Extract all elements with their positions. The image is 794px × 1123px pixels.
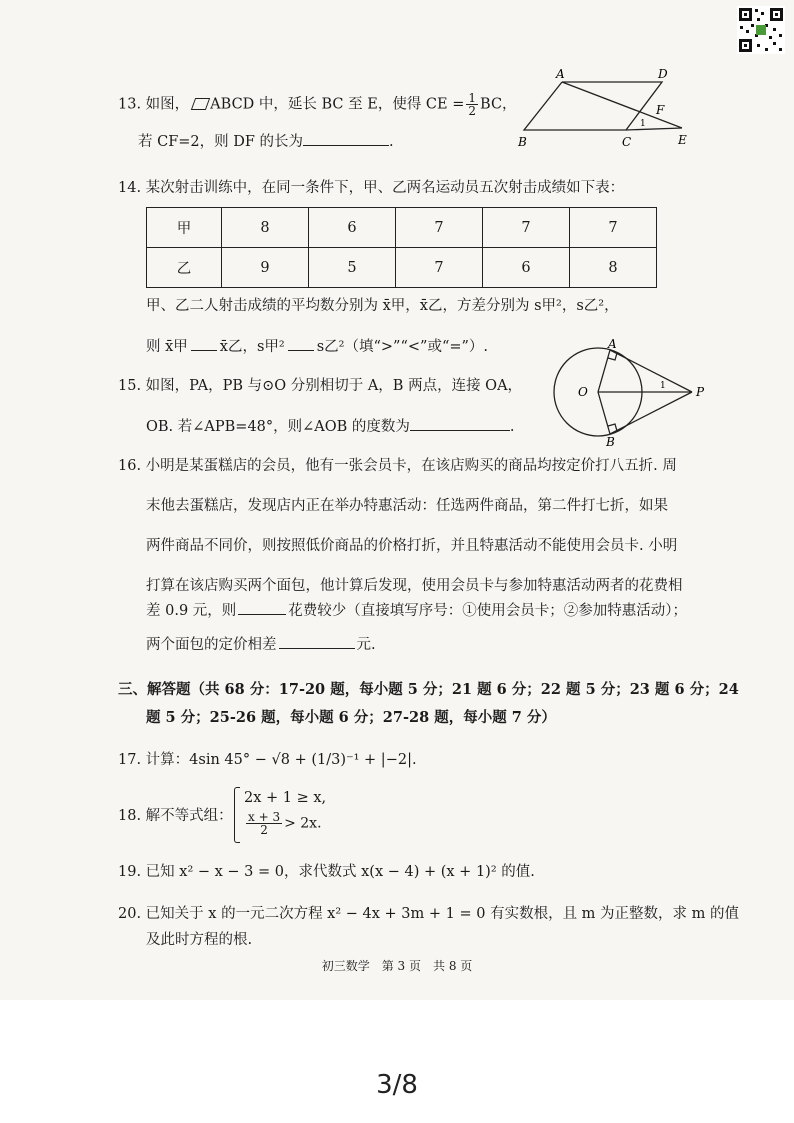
page-indicator: 3/8: [376, 1070, 418, 1100]
q16-blank-difference[interactable]: [279, 634, 355, 649]
q13-answer-blank[interactable]: [303, 131, 389, 146]
cell: 6: [309, 208, 396, 248]
q16-text-d: 元.: [356, 637, 376, 653]
q13-text-b: ABCD 中，延长 BC 至 E，使得 CE =: [210, 96, 465, 113]
q16-line4: 打算在该店购买两个面包，他计算后发现，使用会员卡与参加特惠活动两者的花费相: [146, 578, 683, 594]
q17-text: 17. 计算：4sin 45° − √8 + (1/3)⁻¹ + |−2|.: [118, 752, 417, 768]
label-o: O: [578, 385, 588, 399]
shooting-score-table: [146, 207, 657, 288]
section3-heading-line2: 题 5 分；25-26 题，每小题 6 分；27-28 题，每小题 7 分）: [146, 709, 556, 726]
cell: 8: [570, 248, 657, 288]
q18-label: 18. 解不等式组：: [118, 808, 233, 824]
q14-blank-mean[interactable]: [191, 336, 217, 351]
q15-text-end: .: [509, 419, 515, 435]
q16-line1: 16. 小明是某蛋糕店的会员，他有一张会员卡，在该店购买的商品均按定价打八五折. 周: [118, 458, 677, 474]
cell: 7: [570, 208, 657, 248]
q18-inequality-2: [244, 811, 322, 836]
q20-line1: 20. 已知关于 x 的一元二次方程 x² − 4x + 3m + 1 = 0 有实数根，且 m 为正整数，求 m 的值: [118, 906, 740, 922]
q13-frac-num: 1: [468, 91, 477, 105]
q14-blank-variance[interactable]: [288, 336, 314, 351]
q13-line2: [138, 131, 394, 152]
label-f: F: [656, 103, 665, 117]
q16-text-a: 差 0.9 元，则: [146, 603, 237, 619]
cell: 7: [396, 208, 483, 248]
label-p: P: [696, 385, 705, 399]
q15-text: OB. 若∠APB=48°，则∠AOB 的度数为: [146, 419, 410, 435]
cell: 7: [483, 208, 570, 248]
radius-ob: [598, 392, 610, 434]
label-b: B: [518, 135, 527, 149]
label-a: A: [556, 67, 565, 81]
q13-text-d: 若 CF=2，则 DF 的长为: [138, 134, 304, 150]
q16-blank-choice[interactable]: [238, 600, 286, 615]
q15-line1: 15. 如图，PA，PB 与⊙O 分别相切于 A，B 两点，连接 OA，: [118, 378, 523, 394]
angle-1-label: 1: [660, 381, 666, 391]
q13-frac-den: 2: [468, 104, 477, 118]
q14-line2: 甲、乙二人射击成绩的平均数分别为 x̄甲，x̄乙，方差分别为 s甲²，s乙²，: [146, 298, 619, 314]
q18-frac-den: 2: [260, 823, 268, 837]
tangent-pa: [610, 350, 692, 392]
segment-ce: [626, 128, 682, 130]
q16-text-c: 两个面包的定价相差: [146, 637, 277, 653]
q14-text-b: x̄乙，s甲²: [219, 339, 285, 355]
label-c: C: [622, 135, 632, 149]
q14-line3: [146, 336, 488, 357]
qr-code-icon: [737, 6, 785, 54]
q13-text-a: 13. 如图，: [118, 96, 190, 113]
q16-line5: [146, 600, 687, 621]
label-b: B: [606, 435, 615, 448]
label-a: A: [608, 337, 617, 351]
q16-text-b: 花费较少（直接填写序号：①使用会员卡；②参加特惠活动）；: [288, 603, 688, 619]
parallelogram-icon: [191, 98, 210, 110]
q13-text-end: .: [389, 134, 394, 150]
q14-text-c: s乙²（填“>”“<”或“=”）.: [316, 339, 489, 355]
q20-line2: 及此时方程的根.: [146, 932, 253, 948]
radius-oa: [598, 350, 610, 392]
page-footer: 初三数学 第 3 页 共 8 页: [321, 959, 473, 973]
cell: 8: [222, 208, 309, 248]
q15-line2: [146, 416, 515, 437]
q14-stem: 14. 某次射击训练中，在同一条件下，甲、乙两名运动员五次射击成绩如下表：: [118, 180, 625, 196]
q13-line1: [118, 92, 517, 117]
cell: 6: [483, 248, 570, 288]
q18-brace: [234, 787, 240, 843]
tangent-pb: [610, 392, 692, 434]
cell: 7: [396, 248, 483, 288]
q18-rhs: > 2x.: [284, 815, 322, 832]
section3-heading-line1: 三、解答题（共 68 分：17-20 题，每小题 5 分；21 题 6 分；22 题 5 分；23 题 6 分；24: [118, 681, 739, 698]
row-label-jia: 甲: [147, 208, 222, 248]
label-e: E: [678, 133, 687, 147]
label-d: D: [658, 67, 668, 81]
cell: 9: [222, 248, 309, 288]
q14-text-a: 则 x̄甲: [146, 339, 188, 355]
q16-line2: 末他去蛋糕店，发现店内正在举办特惠活动：任选两件商品，第二件打七折，如果: [146, 498, 668, 514]
q16-line6: [146, 634, 376, 655]
angle-1-label: 1: [640, 119, 646, 129]
q18-inequality-1: 2x + 1 ≥ x,: [244, 790, 327, 806]
q16-line3: 两件商品不同价，则按照低价商品的价格打折，并且特惠活动不能使用会员卡. 小明: [146, 538, 678, 554]
q13-fraction: [466, 92, 478, 117]
q13-text-c: BC，: [480, 96, 517, 113]
q13-figure: [510, 66, 705, 154]
cell: 5: [309, 248, 396, 288]
table-row: [147, 248, 657, 288]
q18-fraction: [246, 811, 282, 836]
q15-figure: [548, 336, 718, 448]
q18-frac-num: x + 3: [248, 810, 281, 824]
q15-answer-blank[interactable]: [410, 416, 510, 431]
q19-text: 19. 已知 x² − x − 3 = 0，求代数式 x(x − 4) + (x + 1)² 的值.: [118, 864, 535, 880]
table-row: [147, 208, 657, 248]
row-label-yi: 乙: [147, 248, 222, 288]
